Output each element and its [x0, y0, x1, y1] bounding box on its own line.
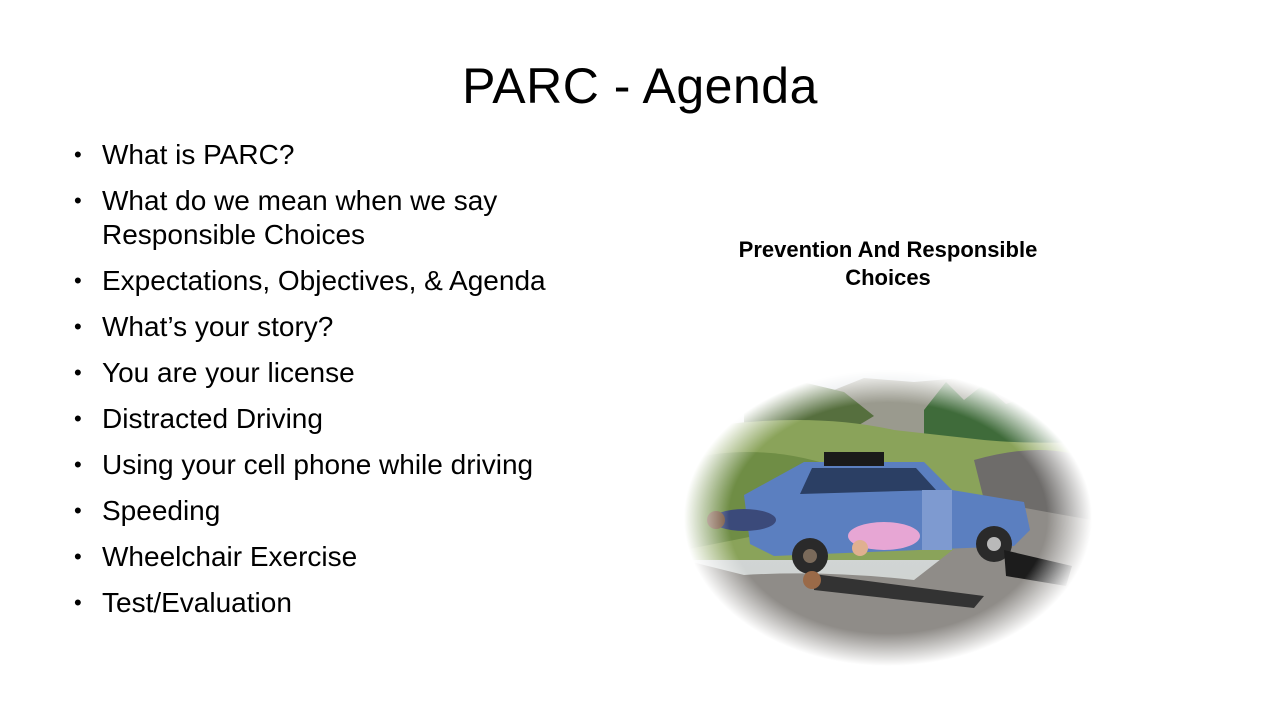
list-item — [74, 586, 564, 620]
bullet-icon: • — [74, 498, 82, 523]
list-item — [74, 494, 564, 528]
list-item-text: Test/Evaluation — [102, 587, 292, 618]
image-caption: Prevention And Responsible Choices — [738, 237, 1038, 290]
list-item-text: What do we mean when we say Responsible Choices — [102, 185, 498, 250]
bullet-icon: • — [74, 544, 82, 569]
bullet-icon: • — [74, 142, 82, 167]
list-item — [74, 184, 564, 252]
list-item-text: Distracted Driving — [102, 403, 323, 434]
list-item-text: Speeding — [102, 495, 221, 526]
list-item — [74, 264, 564, 298]
list-item — [74, 138, 564, 172]
list-item — [74, 310, 564, 344]
list-item-text: What’s your story? — [102, 311, 334, 342]
list-item — [74, 402, 564, 436]
bullet-icon: • — [74, 360, 82, 385]
list-item-text: Wheelchair Exercise — [102, 541, 358, 572]
agenda-list — [74, 138, 564, 632]
list-item — [74, 540, 564, 574]
car-crash-photo — [684, 370, 1092, 666]
bullet-icon: • — [74, 314, 82, 339]
list-item — [74, 448, 564, 482]
slide-title: PARC - Agenda — [462, 58, 818, 114]
list-item-text: Using your cell phone while driving — [102, 449, 534, 480]
bullet-icon: • — [74, 406, 82, 431]
list-item — [74, 356, 564, 390]
bullet-icon: • — [74, 268, 82, 293]
list-item-text: Expectations, Objectives, & Agenda — [102, 265, 546, 296]
list-item-text: What is PARC? — [102, 139, 295, 170]
list-item-text: You are your license — [102, 357, 355, 388]
bullet-icon: • — [74, 452, 82, 477]
bullet-icon: • — [74, 590, 82, 615]
bullet-icon: • — [74, 188, 82, 213]
